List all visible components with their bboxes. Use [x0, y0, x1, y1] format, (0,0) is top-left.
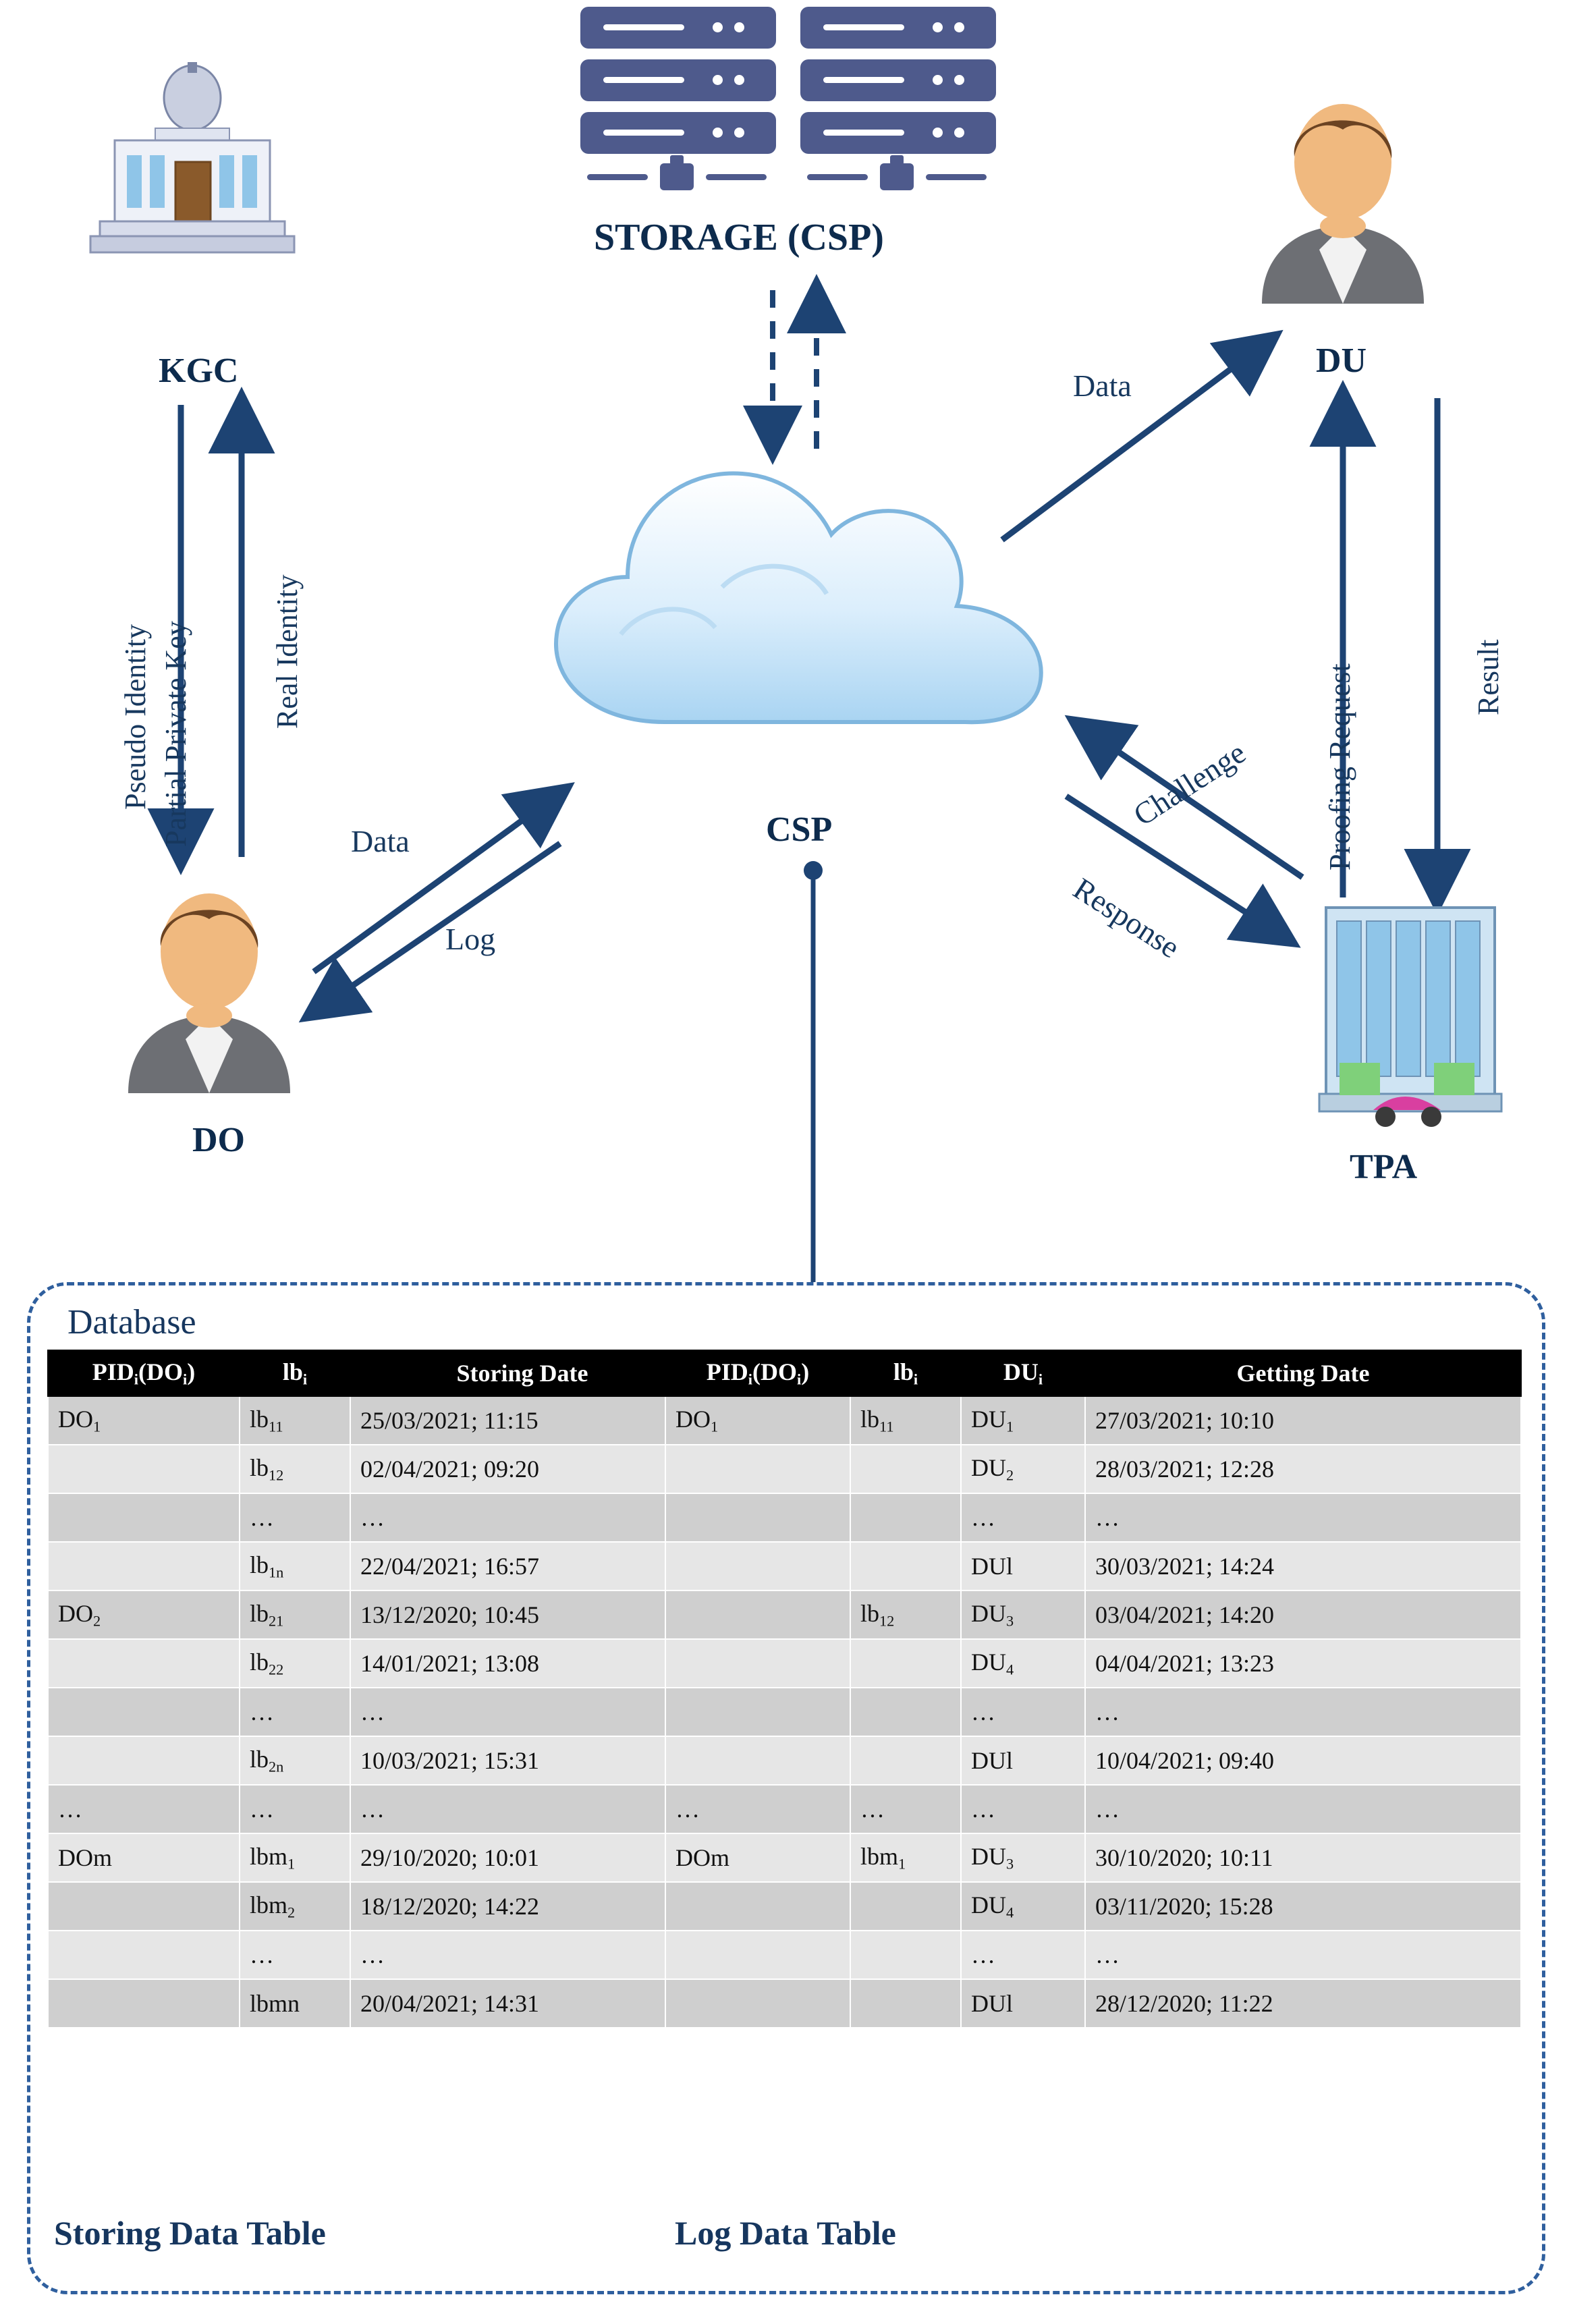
- table-row: [48, 1833, 694, 1882]
- cell-lb: [850, 1882, 961, 1931]
- table-row: [48, 1639, 694, 1688]
- cell-date: 10/03/2021; 15:31: [350, 1736, 694, 1785]
- cell-date: 03/04/2021; 14:20: [1085, 1590, 1521, 1639]
- cell-date: 02/04/2021; 09:20: [350, 1445, 694, 1493]
- kgc-building-icon: [74, 61, 310, 283]
- cell-lb: …: [240, 1688, 350, 1736]
- cell-lb: [850, 1736, 961, 1785]
- label-tpa: TPA: [1350, 1148, 1418, 1186]
- cell-pid: $DO_2$: [48, 1590, 240, 1639]
- storage-cluster-icon: [580, 7, 999, 202]
- cell-date: 14/01/2021; 13:08: [350, 1639, 694, 1688]
- table-row: [48, 1493, 694, 1542]
- cell-lb: lbm$_2$: [240, 1882, 350, 1931]
- table-row: [665, 1493, 1521, 1542]
- cell-date: 28/12/2020; 11:22: [1085, 1979, 1521, 2028]
- label-challenge: Challenge: [1127, 735, 1252, 833]
- cell-pid: [665, 1688, 850, 1736]
- cell-pid: [665, 1736, 850, 1785]
- cell-du: $DU_4$: [961, 1639, 1085, 1688]
- cell-pid: [665, 1542, 850, 1590]
- col-pid: $PID_i(DO_i)$: [48, 1350, 240, 1396]
- table-row: [665, 1882, 1521, 1931]
- du-avatar-icon: [1242, 81, 1444, 310]
- cell-lb: [850, 1493, 961, 1542]
- cell-pid: [48, 1736, 240, 1785]
- table-row: [48, 1882, 694, 1931]
- cell-lb: [850, 1979, 961, 2028]
- label-data-csp-du: Data: [1073, 368, 1132, 403]
- cell-date: 30/10/2020; 10:11: [1085, 1833, 1521, 1882]
- cell-date: 10/04/2021; 09:40: [1085, 1736, 1521, 1785]
- cell-lb: [850, 1931, 961, 1979]
- table-row: [665, 1639, 1521, 1688]
- database-title: Database: [67, 1303, 196, 1341]
- table-row: [48, 1590, 694, 1639]
- cell-pid: DOm: [48, 1833, 240, 1882]
- table-row: [665, 1736, 1521, 1785]
- table-row: [48, 1542, 694, 1590]
- cell-pid: [665, 1639, 850, 1688]
- label-do: DO: [192, 1121, 245, 1159]
- cell-date: 30/03/2021; 14:24: [1085, 1542, 1521, 1590]
- tpa-building-icon: [1299, 894, 1522, 1144]
- storing-data-table: [47, 1350, 695, 2028]
- table-row: [665, 1979, 1521, 2028]
- cell-date: 27/03/2021; 10:10: [1085, 1396, 1521, 1445]
- cell-date: 28/03/2021; 12:28: [1085, 1445, 1521, 1493]
- cell-pid: [665, 1979, 850, 2028]
- cell-lb: …: [240, 1493, 350, 1542]
- cell-pid: [665, 1493, 850, 1542]
- cell-pid: …: [665, 1785, 850, 1833]
- cell-pid: [665, 1590, 850, 1639]
- cell-du: …: [961, 1493, 1085, 1542]
- col-getting-date: Getting Date: [1085, 1350, 1521, 1396]
- cell-date: …: [350, 1493, 694, 1542]
- cell-pid: [48, 1639, 240, 1688]
- cell-lb: $lb_{22}$: [240, 1639, 350, 1688]
- log-table-caption: Log Data Table: [675, 2214, 896, 2252]
- do-avatar-icon: [108, 870, 310, 1100]
- table-row: [48, 1785, 694, 1833]
- table-row: [665, 1542, 1521, 1590]
- cell-lb: lbm$_1$: [240, 1833, 350, 1882]
- table-row: [665, 1785, 1521, 1833]
- cell-date: …: [1085, 1493, 1521, 1542]
- table-row: [48, 1396, 694, 1445]
- cell-lb: …: [240, 1785, 350, 1833]
- col-lb: $lb_i$: [850, 1350, 961, 1396]
- cell-pid: [48, 1493, 240, 1542]
- label-storage: STORAGE (CSP): [594, 217, 884, 258]
- label-du: DU: [1316, 341, 1367, 380]
- cell-du: DUl: [961, 1542, 1085, 1590]
- label-data-do-csp: Data: [351, 824, 410, 858]
- cell-lb: [850, 1688, 961, 1736]
- table-row: [665, 1590, 1521, 1639]
- cell-pid: …: [48, 1785, 240, 1833]
- cell-date: 29/10/2020; 10:01: [350, 1833, 694, 1882]
- label-proofing-request: Proofing Request: [1323, 663, 1356, 870]
- cell-lb: lbmn: [240, 1979, 350, 2028]
- cell-pid: [48, 1445, 240, 1493]
- col-storing-date: Storing Date: [350, 1350, 694, 1396]
- cell-du: $DU_4$: [961, 1882, 1085, 1931]
- cell-lb: $lb_{1n}$: [240, 1542, 350, 1590]
- cell-pid: [48, 1688, 240, 1736]
- cell-lb: …: [850, 1785, 961, 1833]
- cell-du: $DU_1$: [961, 1396, 1085, 1445]
- storing-table-caption: Storing Data Table: [54, 2214, 326, 2252]
- cell-date: 25/03/2021; 11:15: [350, 1396, 694, 1445]
- table-row: [48, 1931, 694, 1979]
- col-lb: $lb_i$: [240, 1350, 350, 1396]
- cell-date: …: [350, 1785, 694, 1833]
- cell-lb: $lb_{11}$: [850, 1396, 961, 1445]
- table-row: [665, 1688, 1521, 1736]
- cell-pid: DOm: [665, 1833, 850, 1882]
- cell-date: 18/12/2020; 14:22: [350, 1882, 694, 1931]
- cell-lb: [850, 1445, 961, 1493]
- table-row: [665, 1396, 1521, 1445]
- col-du: $DU_i$: [961, 1350, 1085, 1396]
- cell-du: DUl: [961, 1736, 1085, 1785]
- table-row: [48, 1736, 694, 1785]
- cell-date: …: [1085, 1931, 1521, 1979]
- cell-date: 03/11/2020; 15:28: [1085, 1882, 1521, 1931]
- cell-du: …: [961, 1785, 1085, 1833]
- label-log: Log: [445, 922, 496, 956]
- cell-du: …: [961, 1688, 1085, 1736]
- table-row: [48, 1445, 694, 1493]
- cell-pid: [48, 1542, 240, 1590]
- label-csp: CSP: [766, 810, 833, 849]
- table-row: [665, 1931, 1521, 1979]
- col-pid: $PID_i(DO_i)$: [665, 1350, 850, 1396]
- label-partial-private-key: Partial Private Key: [159, 621, 192, 847]
- label-response: Response: [1067, 870, 1186, 965]
- cell-du: $DU_2$: [961, 1445, 1085, 1493]
- label-kgc: KGC: [159, 352, 239, 390]
- label-pseudo-identity: Pseudo Identity: [119, 624, 152, 810]
- cell-date: …: [1085, 1688, 1521, 1736]
- arrow-csp-to-do-log: [314, 843, 560, 1012]
- cell-pid: [48, 1882, 240, 1931]
- table-header-row: [665, 1350, 1521, 1396]
- cell-lb: …: [240, 1931, 350, 1979]
- cell-date: …: [1085, 1785, 1521, 1833]
- table-header-row: [48, 1350, 694, 1396]
- label-result: Result: [1472, 639, 1505, 715]
- cell-date: 04/04/2021; 13:23: [1085, 1639, 1521, 1688]
- cell-du: $DU_3$: [961, 1590, 1085, 1639]
- cell-pid: [665, 1445, 850, 1493]
- cell-date: 13/12/2020; 10:45: [350, 1590, 694, 1639]
- table-row: [48, 1688, 694, 1736]
- cell-lb: [850, 1542, 961, 1590]
- table-row: [665, 1445, 1521, 1493]
- cell-lb: $lb_{11}$: [240, 1396, 350, 1445]
- cell-du: DUl: [961, 1979, 1085, 2028]
- table-row: [665, 1833, 1521, 1882]
- cell-pid: [48, 1931, 240, 1979]
- cell-lb: lbm$_1$: [850, 1833, 961, 1882]
- cell-date: …: [350, 1931, 694, 1979]
- log-data-table: [665, 1350, 1522, 2028]
- cell-date: 20/04/2021; 14:31: [350, 1979, 694, 2028]
- table-row: [48, 1979, 694, 2028]
- cell-pid: [48, 1979, 240, 2028]
- cell-lb: $lb_{12}$: [240, 1445, 350, 1493]
- cell-lb: $lb_{2n}$: [240, 1736, 350, 1785]
- cell-du: …: [961, 1931, 1085, 1979]
- cell-pid: $DO_1$: [665, 1396, 850, 1445]
- cloud-icon: [520, 432, 1073, 783]
- arrow-do-to-csp-data: [314, 793, 560, 972]
- cell-lb: $lb_{12}$: [850, 1590, 961, 1639]
- cell-date: 22/04/2021; 16:57: [350, 1542, 694, 1590]
- cell-pid: $DO_1$: [48, 1396, 240, 1445]
- cell-du: $DU_3$: [961, 1833, 1085, 1882]
- cell-pid: [665, 1931, 850, 1979]
- cell-date: …: [350, 1688, 694, 1736]
- cell-lb: [850, 1639, 961, 1688]
- cell-lb: $lb_{21}$: [240, 1590, 350, 1639]
- cell-pid: [665, 1882, 850, 1931]
- label-real-identity: Real Identity: [271, 574, 304, 729]
